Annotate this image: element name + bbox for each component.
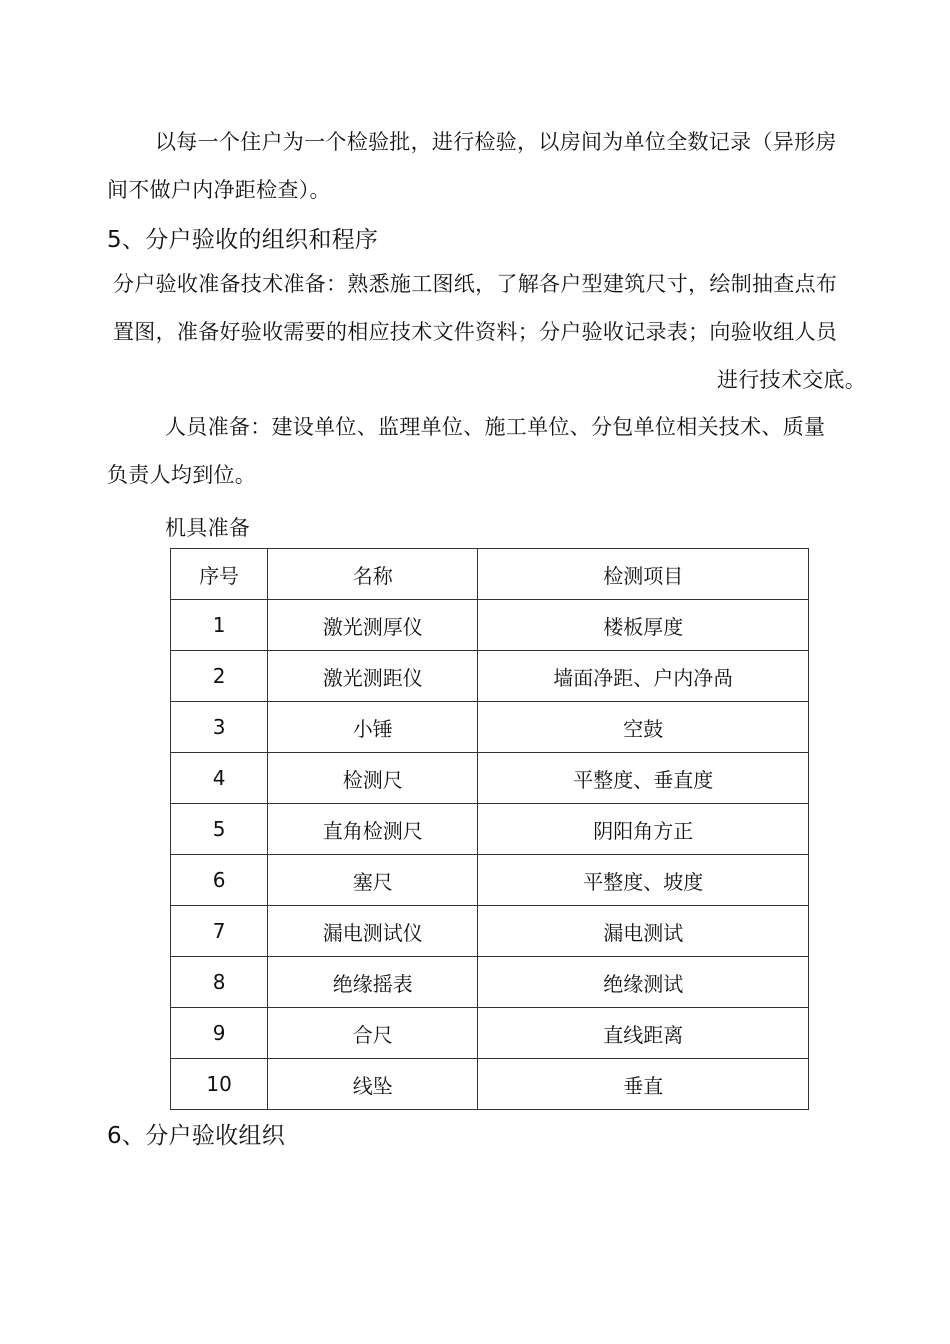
table-row <box>171 957 809 1008</box>
cell-name: 直角检测尺 <box>268 804 478 855</box>
cell-name: 小锤 <box>268 702 478 753</box>
staff-prep-line-2: 负责人均到位。 <box>107 463 257 487</box>
table-row <box>171 804 809 855</box>
table-row <box>171 906 809 957</box>
cell-item: 漏电测试 <box>478 906 809 957</box>
paragraph-inspection-line-2: 间不做户内净距检查）。 <box>107 178 331 202</box>
cell-item: 墙面净距、户内净咼 <box>478 651 809 702</box>
cell-index: 2 <box>171 651 268 702</box>
section-6-heading: 6、分户验收组织 <box>107 1123 286 1149</box>
tech-prep-line-2: 置图，准备好验收需要的相应技术文件资料；分户验收记录表；向验收组人员 <box>113 320 838 344</box>
cell-item: 平整度、坡度 <box>478 855 809 906</box>
cell-name: 合尺 <box>268 1008 478 1059</box>
cell-index: 4 <box>171 753 268 804</box>
table-row <box>171 651 809 702</box>
cell-index: 10 <box>171 1059 268 1110</box>
cell-index: 5 <box>171 804 268 855</box>
cell-index: 7 <box>171 906 268 957</box>
cell-name: 检测尺 <box>268 753 478 804</box>
cell-name: 线坠 <box>268 1059 478 1110</box>
header-index: 序号 <box>171 549 268 600</box>
tech-prep-line-3: 进行技术交底。 <box>717 368 867 392</box>
table-row <box>171 753 809 804</box>
equipment-caption: 机具准备 <box>165 516 251 540</box>
header-item: 检测项目 <box>478 549 809 600</box>
staff-prep-line-1: 人员准备：建设单位、监理单位、施工单位、分包单位相关技术、质量 <box>165 415 826 439</box>
table-header-row <box>171 549 809 600</box>
cell-index: 9 <box>171 1008 268 1059</box>
section-5-heading: 5、分户验收的组织和程序 <box>107 227 379 253</box>
cell-index: 3 <box>171 702 268 753</box>
cell-item: 平整度、垂直度 <box>478 753 809 804</box>
cell-item: 空鼓 <box>478 702 809 753</box>
table-row <box>171 600 809 651</box>
cell-item: 阴阳角方正 <box>478 804 809 855</box>
table-row <box>171 1008 809 1059</box>
header-name: 名称 <box>268 549 478 600</box>
equipment-table <box>170 548 809 1110</box>
cell-item: 直线距离 <box>478 1008 809 1059</box>
cell-item: 绝缘测试 <box>478 957 809 1008</box>
table-row <box>171 702 809 753</box>
cell-name: 漏电测试仪 <box>268 906 478 957</box>
table-row <box>171 855 809 906</box>
paragraph-inspection-line-1: 以每一个住户为一个检验批，进行检验，以房间为单位全数记录（异形房 <box>155 130 837 154</box>
cell-name: 塞尺 <box>268 855 478 906</box>
cell-name: 激光测厚仪 <box>268 600 478 651</box>
cell-name: 绝缘摇表 <box>268 957 478 1008</box>
cell-item: 垂直 <box>478 1059 809 1110</box>
cell-index: 8 <box>171 957 268 1008</box>
cell-index: 1 <box>171 600 268 651</box>
cell-name: 激光测距仪 <box>268 651 478 702</box>
cell-item: 楼板厚度 <box>478 600 809 651</box>
cell-index: 6 <box>171 855 268 906</box>
table-row <box>171 1059 809 1110</box>
tech-prep-line-1: 分户验收准备技术准备：熟悉施工图纸，了解各户型建筑尺寸，绘制抽查点布 <box>113 272 838 296</box>
